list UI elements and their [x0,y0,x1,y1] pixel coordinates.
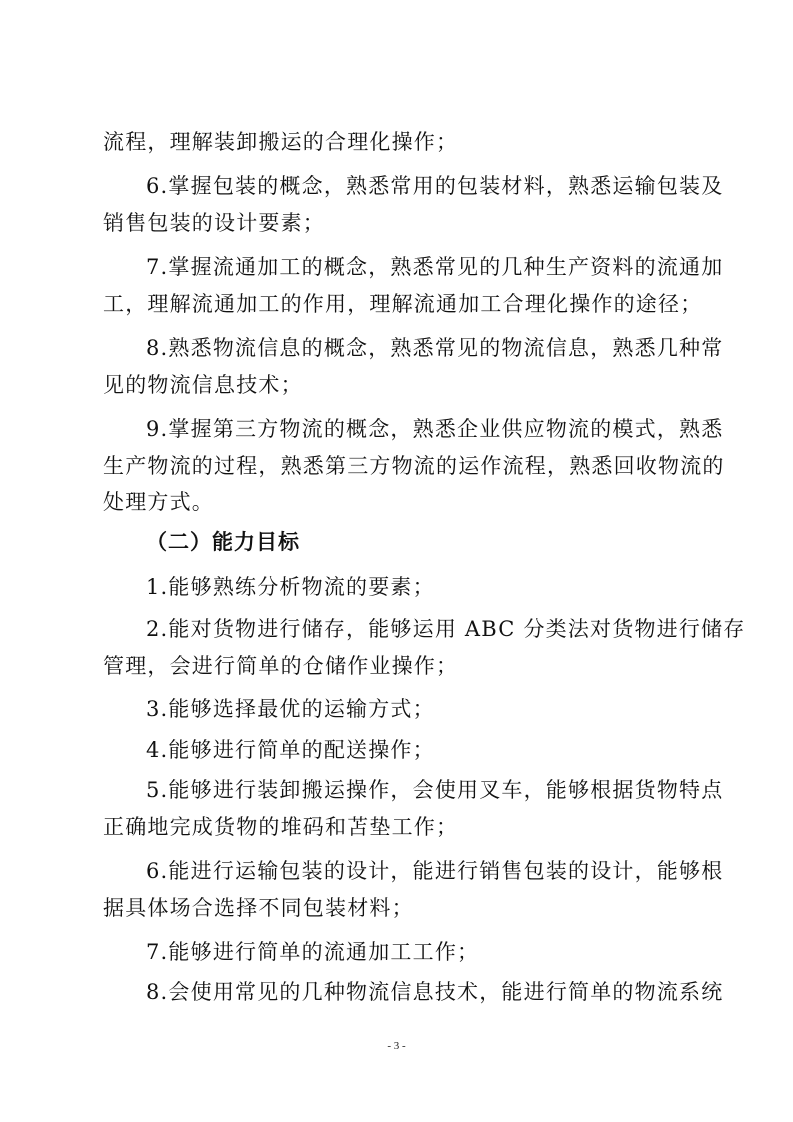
text-line: 4.能够进行简单的配送操作； [146,738,435,762]
text-line: 9.掌握第三方物流的概念，熟悉企业供应物流的模式，熟悉 [146,417,724,441]
text-line: 管理，会进行简单的仓储作业操作； [103,654,459,678]
text-line: 处理方式。 [103,490,214,514]
text-line: 8.会使用常见的几种物流信息技术，能进行简单的物流系统 [146,980,724,1004]
text-line: 5.能够进行装卸搬运操作，会使用叉车，能够根据货物特点 [146,778,724,802]
text-line: 据具体场合选择不同包装材料； [103,896,414,920]
text-line: 见的物流信息技术； [103,373,303,397]
section-heading: （二）能力目标 [146,530,300,554]
text-line: 2.能对货物进行储存，能够运用 ABC 分类法对货物进行储存 [146,617,746,641]
text-line: 正确地完成货物的堆码和苫垫工作； [103,815,459,839]
page-number: - 3 - [387,1040,406,1052]
text-line: 6.能进行运输包装的设计，能进行销售包装的设计，能够根 [146,859,724,883]
text-line: 流程，理解装卸搬运的合理化操作； [103,130,459,154]
text-line: 生产物流的过程，熟悉第三方物流的运作流程，熟悉回收物流的 [103,454,725,478]
text-line: 销售包装的设计要素； [103,211,325,235]
text-line: 6.掌握包装的概念，熟悉常用的包装材料，熟悉运输包装及 [146,174,724,198]
text-line: 3.能够选择最优的运输方式； [146,697,435,721]
text-line: 1.能够熟练分析物流的要素； [146,575,435,599]
text-line: 7.掌握流通加工的概念，熟悉常见的几种生产资料的流通加 [146,255,724,279]
text-line: 8.熟悉物流信息的概念，熟悉常见的物流信息，熟悉几种常 [146,336,724,360]
text-line: 7.能够进行简单的流通加工工作； [146,940,480,964]
text-line: 工，理解流通加工的作用，理解流通加工合理化操作的途径； [103,292,703,316]
